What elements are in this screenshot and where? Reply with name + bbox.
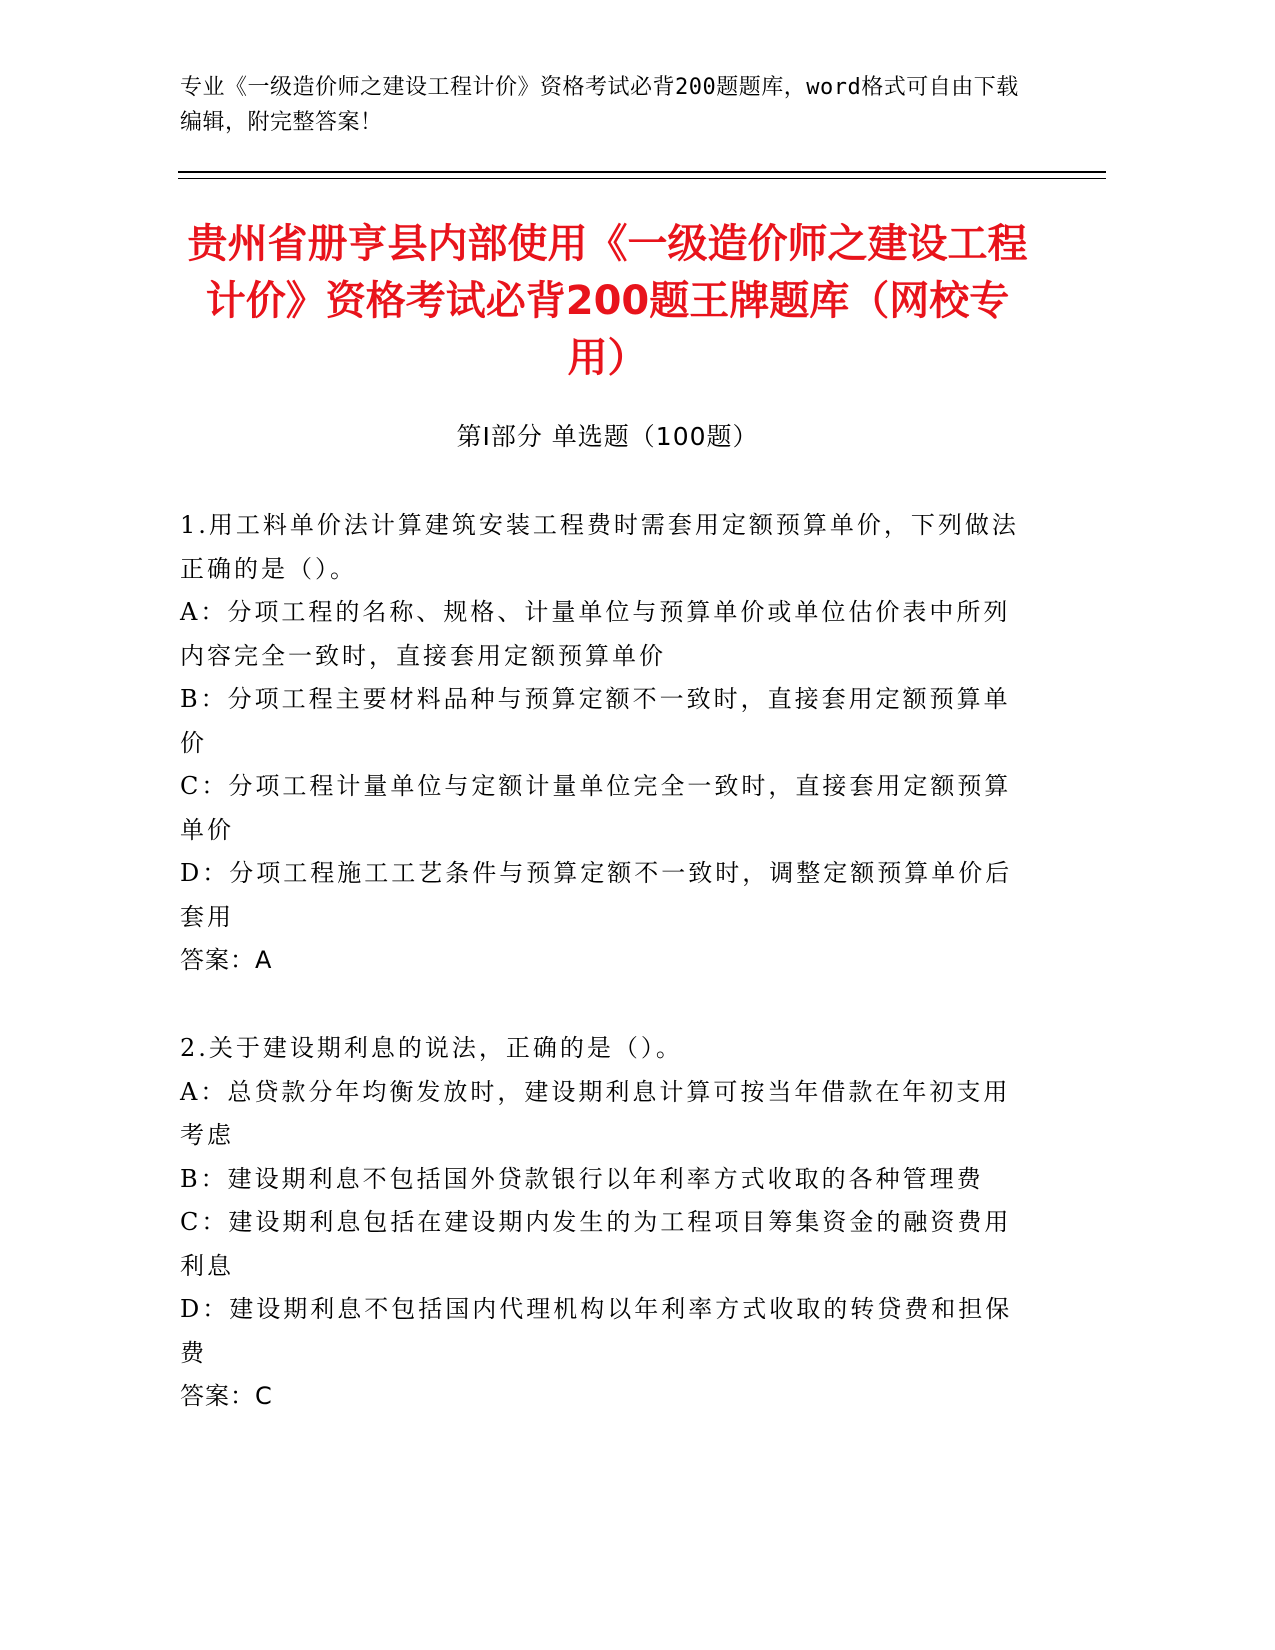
option-d: D：建设期利息不包括国内代理机构以年利率方式收取的转贷费和担保费	[180, 1295, 1013, 1367]
question-stem: 1.用工料单价法计算建筑安装工程费时需套用定额预算单价，下列做法正确的是（）。	[180, 511, 1019, 583]
option-b: B：建设期利息不包括国外贷款银行以年利率方式收取的各种管理费	[180, 1164, 984, 1193]
option-a: A：总贷款分年均衡发放时，建设期利息计算可按当年借款在年初支用考虑	[180, 1077, 1011, 1149]
section-title: 第I部分 单选题（100题）	[456, 422, 759, 451]
question-2	[180, 1027, 1035, 1419]
answer: 答案：C	[180, 1382, 273, 1410]
header-divider-thick	[178, 171, 1106, 173]
option-a: A：分项工程的名称、规格、计量单位与预算单价或单位估价表中所列内容完全一致时，直接套用定额预算单价	[180, 598, 1011, 670]
option-c: C：分项工程计量单位与定额计量单位完全一致时，直接套用定额预算单价	[180, 772, 1012, 844]
answer: 答案：A	[180, 946, 273, 974]
option-b: B：分项工程主要材料品种与预算定额不一致时，直接套用定额预算单价	[180, 685, 1011, 757]
header-divider-thin	[178, 178, 1106, 179]
header-note: 专业《一级造价师之建设工程计价》资格考试必背200题题库，word格式可自由下载编辑，附完整答案！	[180, 75, 1019, 135]
question-1	[180, 504, 1035, 983]
option-d: D：分项工程施工工艺条件与预算定额不一致时，调整定额预算单价后套用	[180, 859, 1013, 931]
document-title: 贵州省册亨县内部使用《一级造价师之建设工程计价》资格考试必背200题王牌题库（网校专用）	[187, 221, 1028, 381]
option-c: C：建设期利息包括在建设期内发生的为工程项目筹集资金的融资费用利息	[180, 1208, 1012, 1280]
question-stem: 2.关于建设期利息的说法，正确的是（）。	[180, 1034, 683, 1062]
